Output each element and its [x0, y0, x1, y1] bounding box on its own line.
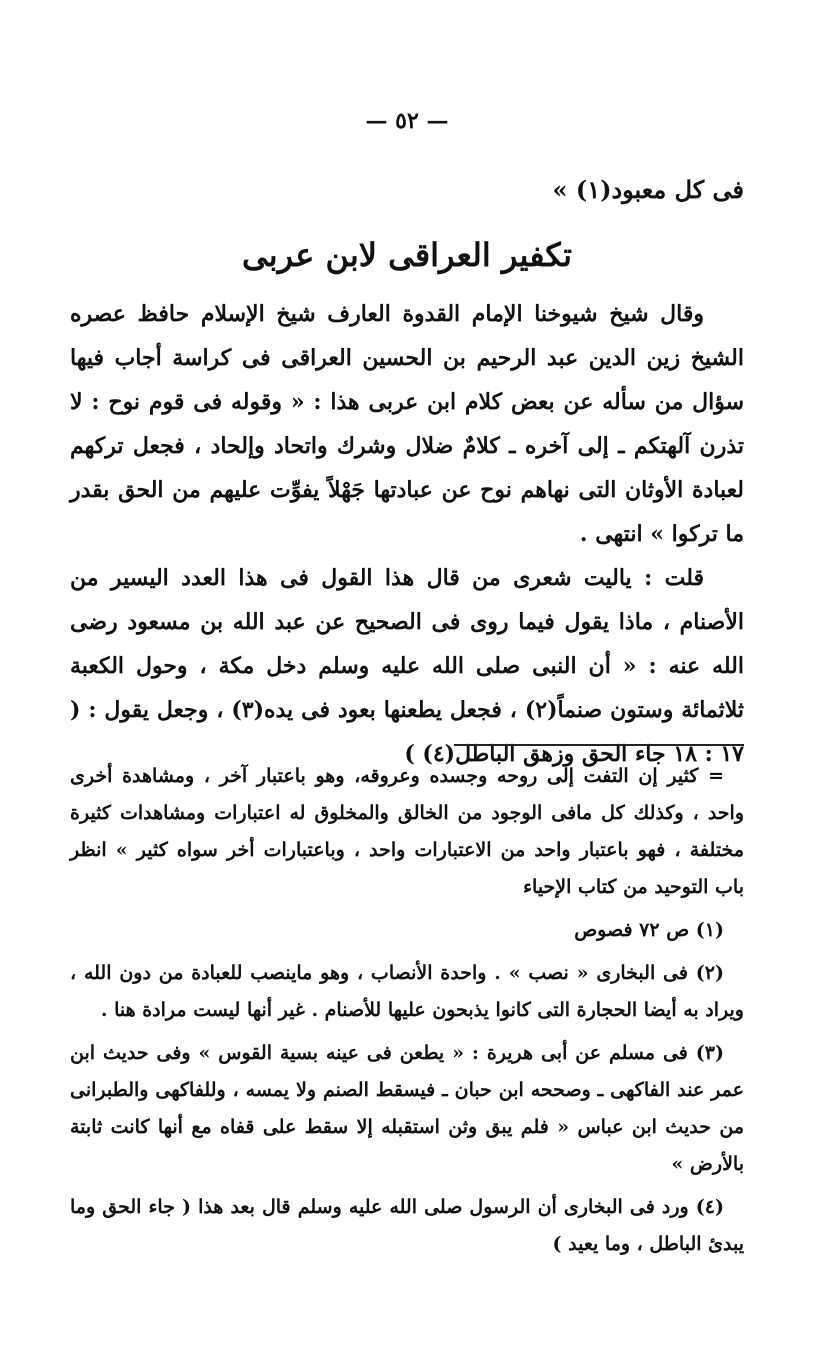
footnote-divider: [454, 744, 744, 746]
footnote-1: (١) ص ٧٢ فصوص: [574, 919, 724, 941]
document-page: [70, 0, 744, 1355]
body-paragraph: وقال شيخ شيوخنا الإمام القدوة العارف شيخ الإسلام حافظ عصره الشيخ زين الدين عبد الرحيم بن الحسين العراقى فى كراسة أجاب فيها سؤال من سأله عن بعض كلام ابن عربى هذا : « وقوله فى قوم نوح : لا تذرن آلهتكم ـ إلى آخره ـ كلامٌ ضلال وشرك واتحاد وإلحاد ، فجعل تركهم لعبادة الأوثان التى نهاهم نوح عن عبادتها جَهْلاً يفوِّت عليهم من الحق بقدر ما تركوا » انتهى .: [70, 301, 744, 547]
body-paragraph: قلت : ياليت شعرى من قال هذا القول فى هذا العدد اليسير من الأصنام ، ماذا يقول فيما روى فى الصحيح عن عبد الله بن مسعود رضى الله عنه : « أن النبى صلى الله عليه وسلم دخل مكة ، وحول الكعبة ثلاثمائة وستون صنماً(٢) ، فجعل يطعنها بعود فى يده(٣) ، وجعل يقول : ( ١٧ : ١٨ جاء الحق وزهق الباطل(٤) ): [70, 565, 744, 767]
section-heading: تكفير العراقى لابن عربى: [242, 236, 572, 274]
footnotes: [70, 758, 744, 1269]
footnote-4: (٤) ورد فى البخارى أن الرسول صلى الله عليه وسلم قال بعد هذا ( جاء الحق وما يبدئ الباطل ، وما يعيد ): [70, 1196, 744, 1255]
page-number: — ٥٢ —: [365, 108, 449, 134]
body-text: [70, 292, 744, 776]
footnote-continued: = كثير إن التفت إلى روحه وجسده وعروقه، وهو باعتبار آخر ، ومشاهدة أخرى واحد ، وكذلك كل مافى الوجود من الخالق والمخلوق له اعتبارات ومشاهدات كثيرة مختلفة ، فهو باعتبار واحد من الاعتبارات واحد ، وباعتبارات أخر سواه كثير » انظر باب التوحيد من كتاب الإحياء: [70, 765, 744, 898]
continued-line: فى كل معبود(١) »: [552, 175, 744, 204]
footnote-3: (٣) فى مسلم عن أبى هريرة : « يطعن فى عينه بسية القوس » وفى حديث ابن عمر عند الفاكهى ـ وصححه ابن حبان ـ فيسقط الصنم ولا يمسه ، وللفاكهى والطبرانى من حديث ابن عباس « فلم يبق وثن استقبله إلا سقط على قفاه مع أنها كانت ثابتة بالأرض »: [70, 1042, 744, 1175]
footnote-2: (٢) فى البخارى « نصب » . واحدة الأنصاب ، وهو ماينصب للعبادة من دون الله ، ويراد به أيضا الحجارة التى كانوا يذبحون عليها للأصنام . غير أنها ليست مرادة هنا .: [70, 962, 744, 1021]
